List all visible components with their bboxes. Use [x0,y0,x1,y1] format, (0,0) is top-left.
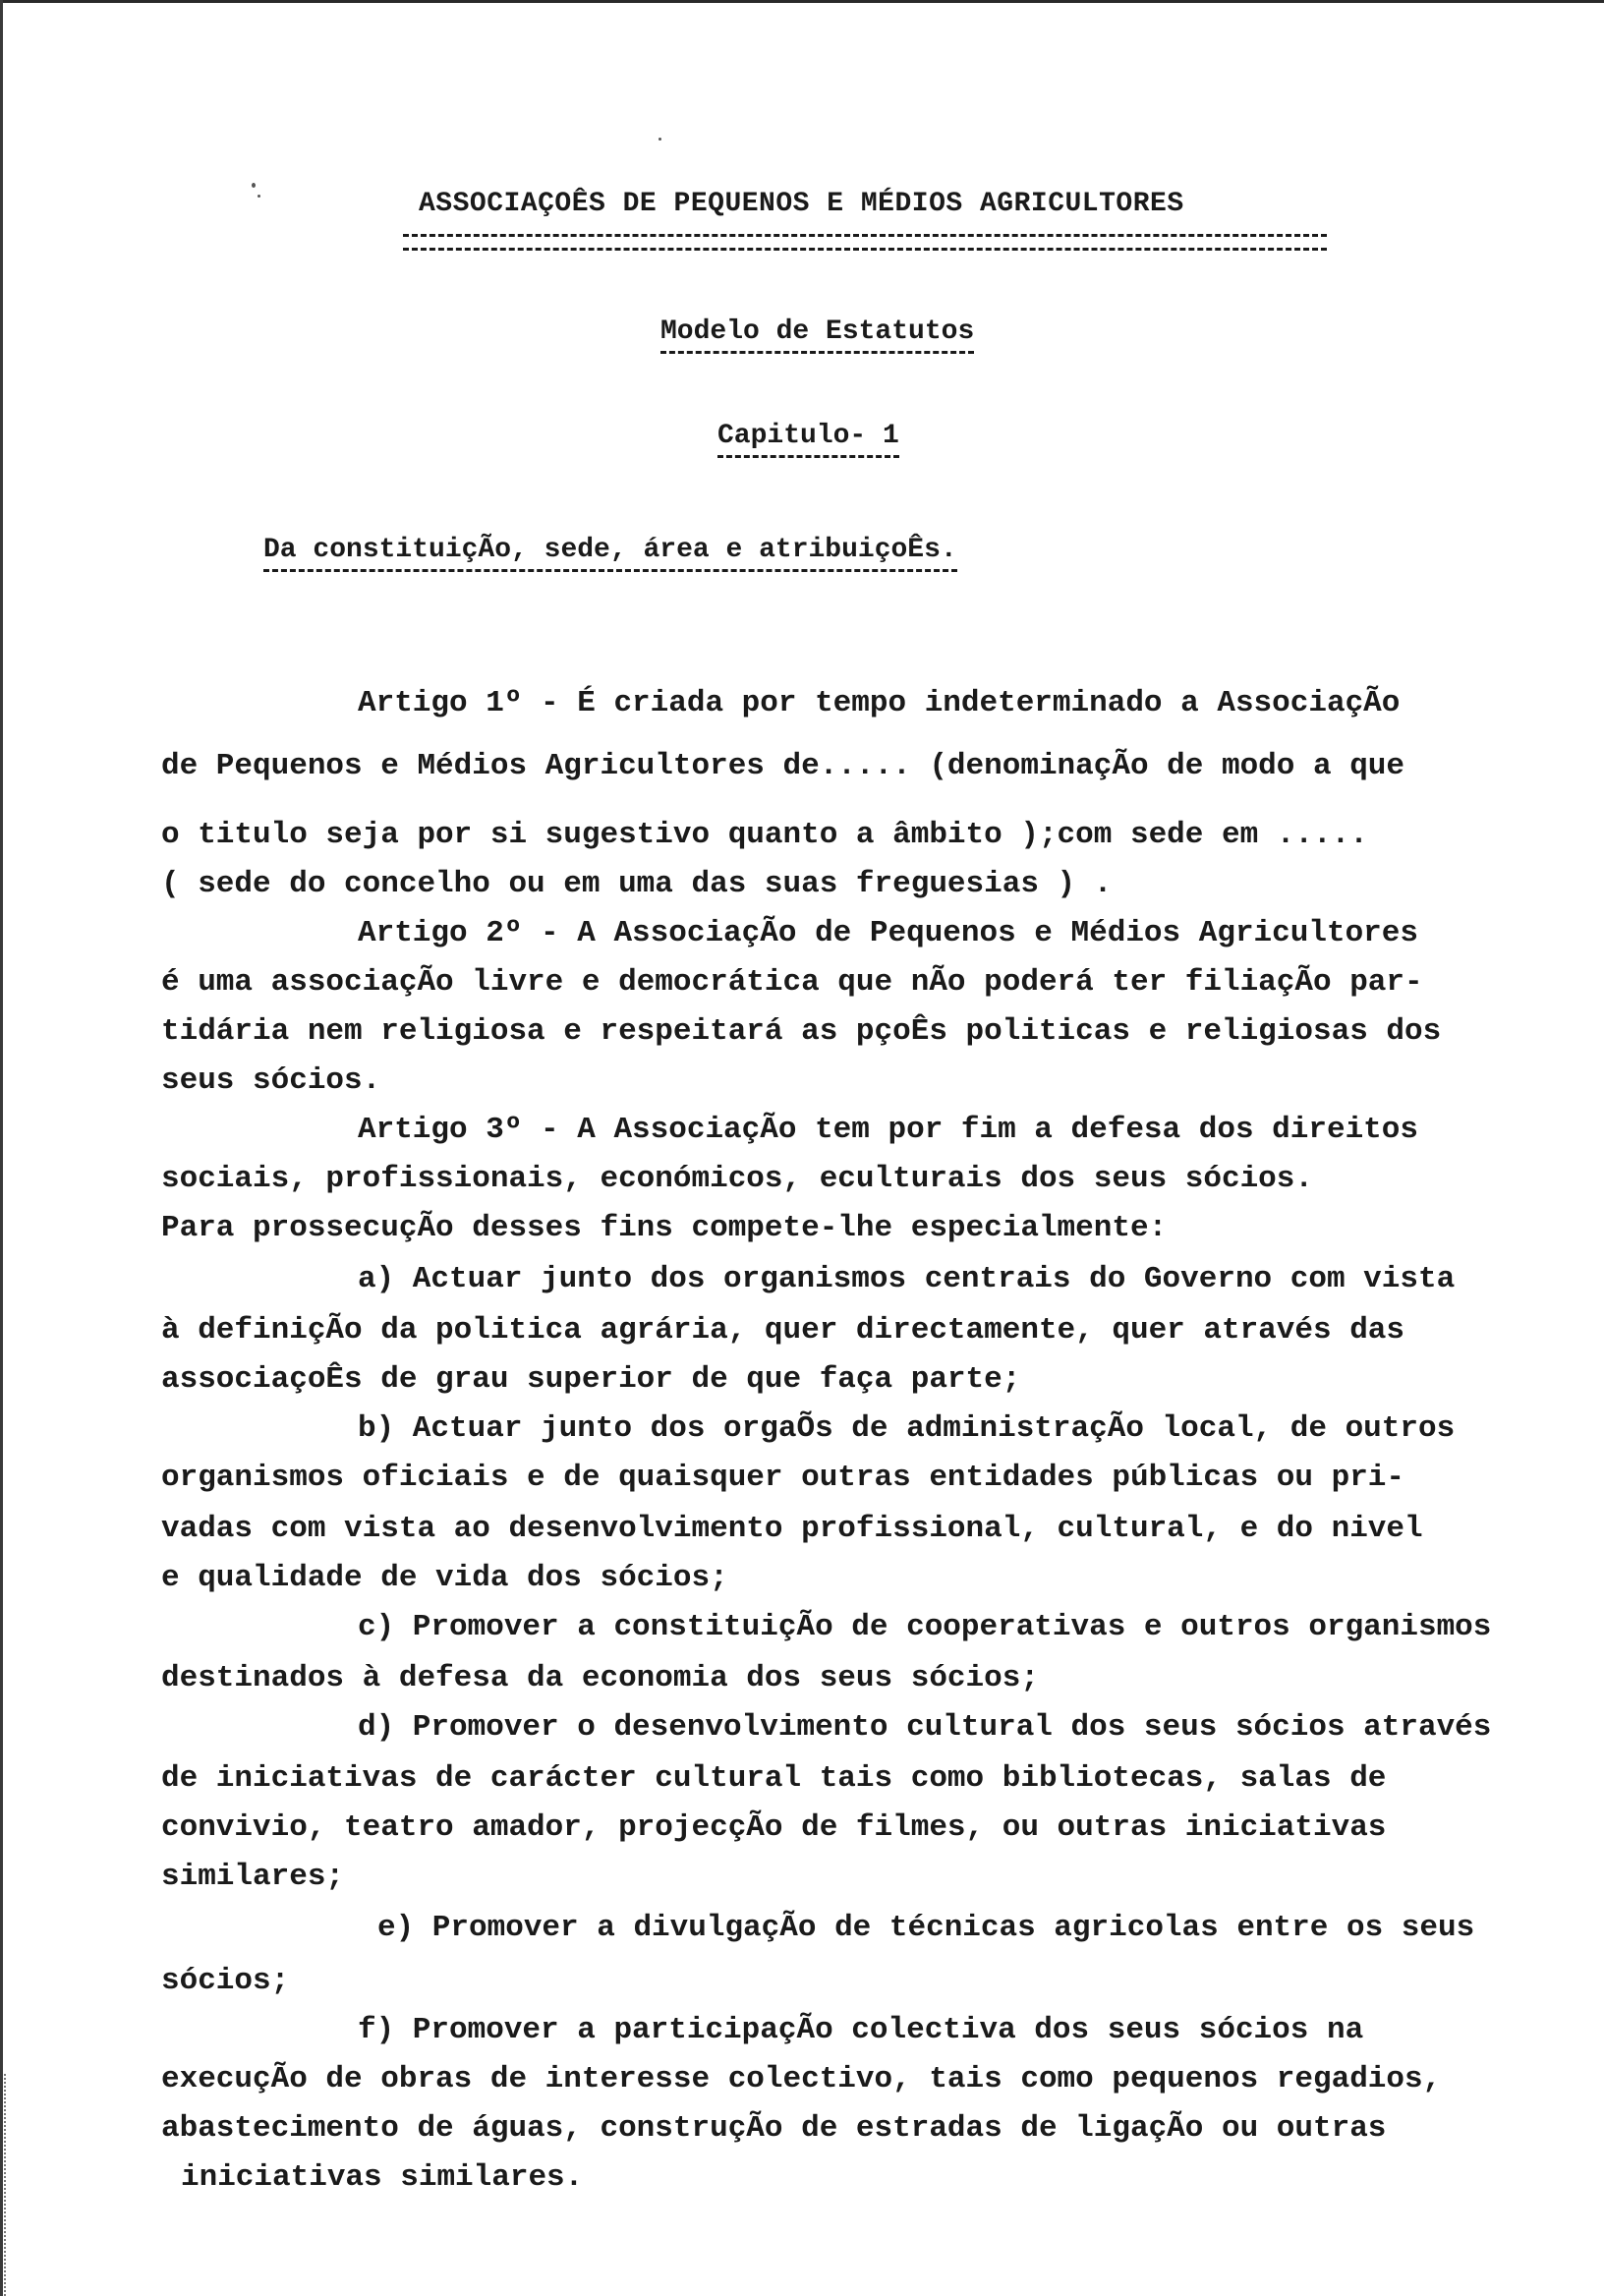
article-1-line: Artigo 1º - É criada por tempo indeterminado a AssociaçÃo [358,686,1401,720]
item-f-line: abastecimento de águas, construçÃo de estradas de ligaçÃo ou outras [161,2111,1387,2146]
subtitle-text: Modelo de Estatutos [660,316,975,347]
item-b-line: vadas com vista ao desenvolvimento profissional, cultural, e do nivel [161,1512,1423,1546]
item-e-line: sócios; [161,1964,290,1998]
section-underline [263,569,957,572]
item-a-line: associaçoÊs de grau superior de que faça parte; [161,1362,1021,1397]
article-2-line: tidária nem religiosa e respeitará as pçoÊs politicas e religiosas dos [161,1014,1442,1049]
article-2-line: é uma associaçÃo livre e democrática que nÃo poderá ter filiaçÃo par- [161,965,1423,1000]
chapter-heading [717,421,899,458]
scan-speck [258,195,260,198]
title-underline [403,234,1327,237]
item-f-line: iniciativas similares. [181,2160,584,2195]
article-2-line: seus sócios. [161,1063,381,1098]
item-a-line: à definiçÃo da politica agrária, quer directamente, quer através das [161,1313,1405,1348]
title-underline [403,248,1327,251]
subtitle-heading [660,316,974,354]
article-1-line: o titulo seja por si sugestivo quanto a âmbito );com sede em ..... [161,818,1368,852]
article-3-line: sociais, profissionais, económicos, eculturais dos seus sócios. [161,1162,1313,1196]
item-b-line: e qualidade de vida dos sócios; [161,1561,728,1595]
item-f-line: execuçÃo de obras de interesse colectivo, tais como pequenos regadios, [161,2062,1442,2096]
article-3-line: Para prossecuçÃo desses fins compete-lhe especialmente: [161,1211,1168,1245]
article-2-line: Artigo 2º - A AssociaçÃo de Pequenos e Médios Agricultores [358,916,1418,950]
item-d-line: de iniciativas de carácter cultural tais como bibliotecas, salas de [161,1761,1387,1796]
subtitle-underline [660,351,974,354]
page-top-edge [0,0,1604,3]
document-title: ASSOCIAÇOÊS DE PEQUENOS E MÉDIOS AGRICULTORES [419,189,1184,219]
item-a-line: a) Actuar junto dos organismos centrais do Governo com vista [358,1262,1456,1296]
section-heading [263,535,957,572]
section-heading-text: Da constituiçÃo, sede, área e atribuiçoÊs. [263,535,957,565]
item-f-line: f) Promover a participaçÃo colectiva dos seus sócios na [358,2013,1364,2047]
item-d-line: convivio, teatro amador, projecçÃo de filmes, ou outras iniciativas [161,1810,1387,1845]
page-left-edge [0,0,3,2296]
chapter-underline [717,455,899,458]
scan-speck [252,183,256,188]
item-b-line: organismos oficiais e de quaisquer outras entidades públicas ou pri- [161,1461,1405,1495]
item-c-line: c) Promover a constituiçÃo de cooperativas e outros organismos [358,1610,1492,1644]
article-3-line: Artigo 3º - A AssociaçÃo tem por fim a defesa dos direitos [358,1113,1418,1147]
scan-speck [659,138,661,141]
chapter-text: Capitulo- 1 [717,421,899,451]
article-1-line: de Pequenos e Médios Agricultores de..... (denominaçÃo de modo a que [161,749,1405,783]
item-c-line: destinados à defesa da economia dos seus sócios; [161,1661,1039,1695]
item-d-line: d) Promover o desenvolvimento cultural dos seus sócios através [358,1710,1492,1745]
page-edge-marks [4,2074,9,2296]
item-d-line: similares; [161,1860,345,1894]
item-b-line: b) Actuar junto dos orgaÕs de administraçÃo local, de outros [358,1411,1456,1446]
item-e-line: e) Promover a divulgaçÃo de técnicas agricolas entre os seus [377,1911,1475,1945]
article-1-line: ( sede do concelho ou em uma das suas freguesias ) . [161,867,1113,901]
